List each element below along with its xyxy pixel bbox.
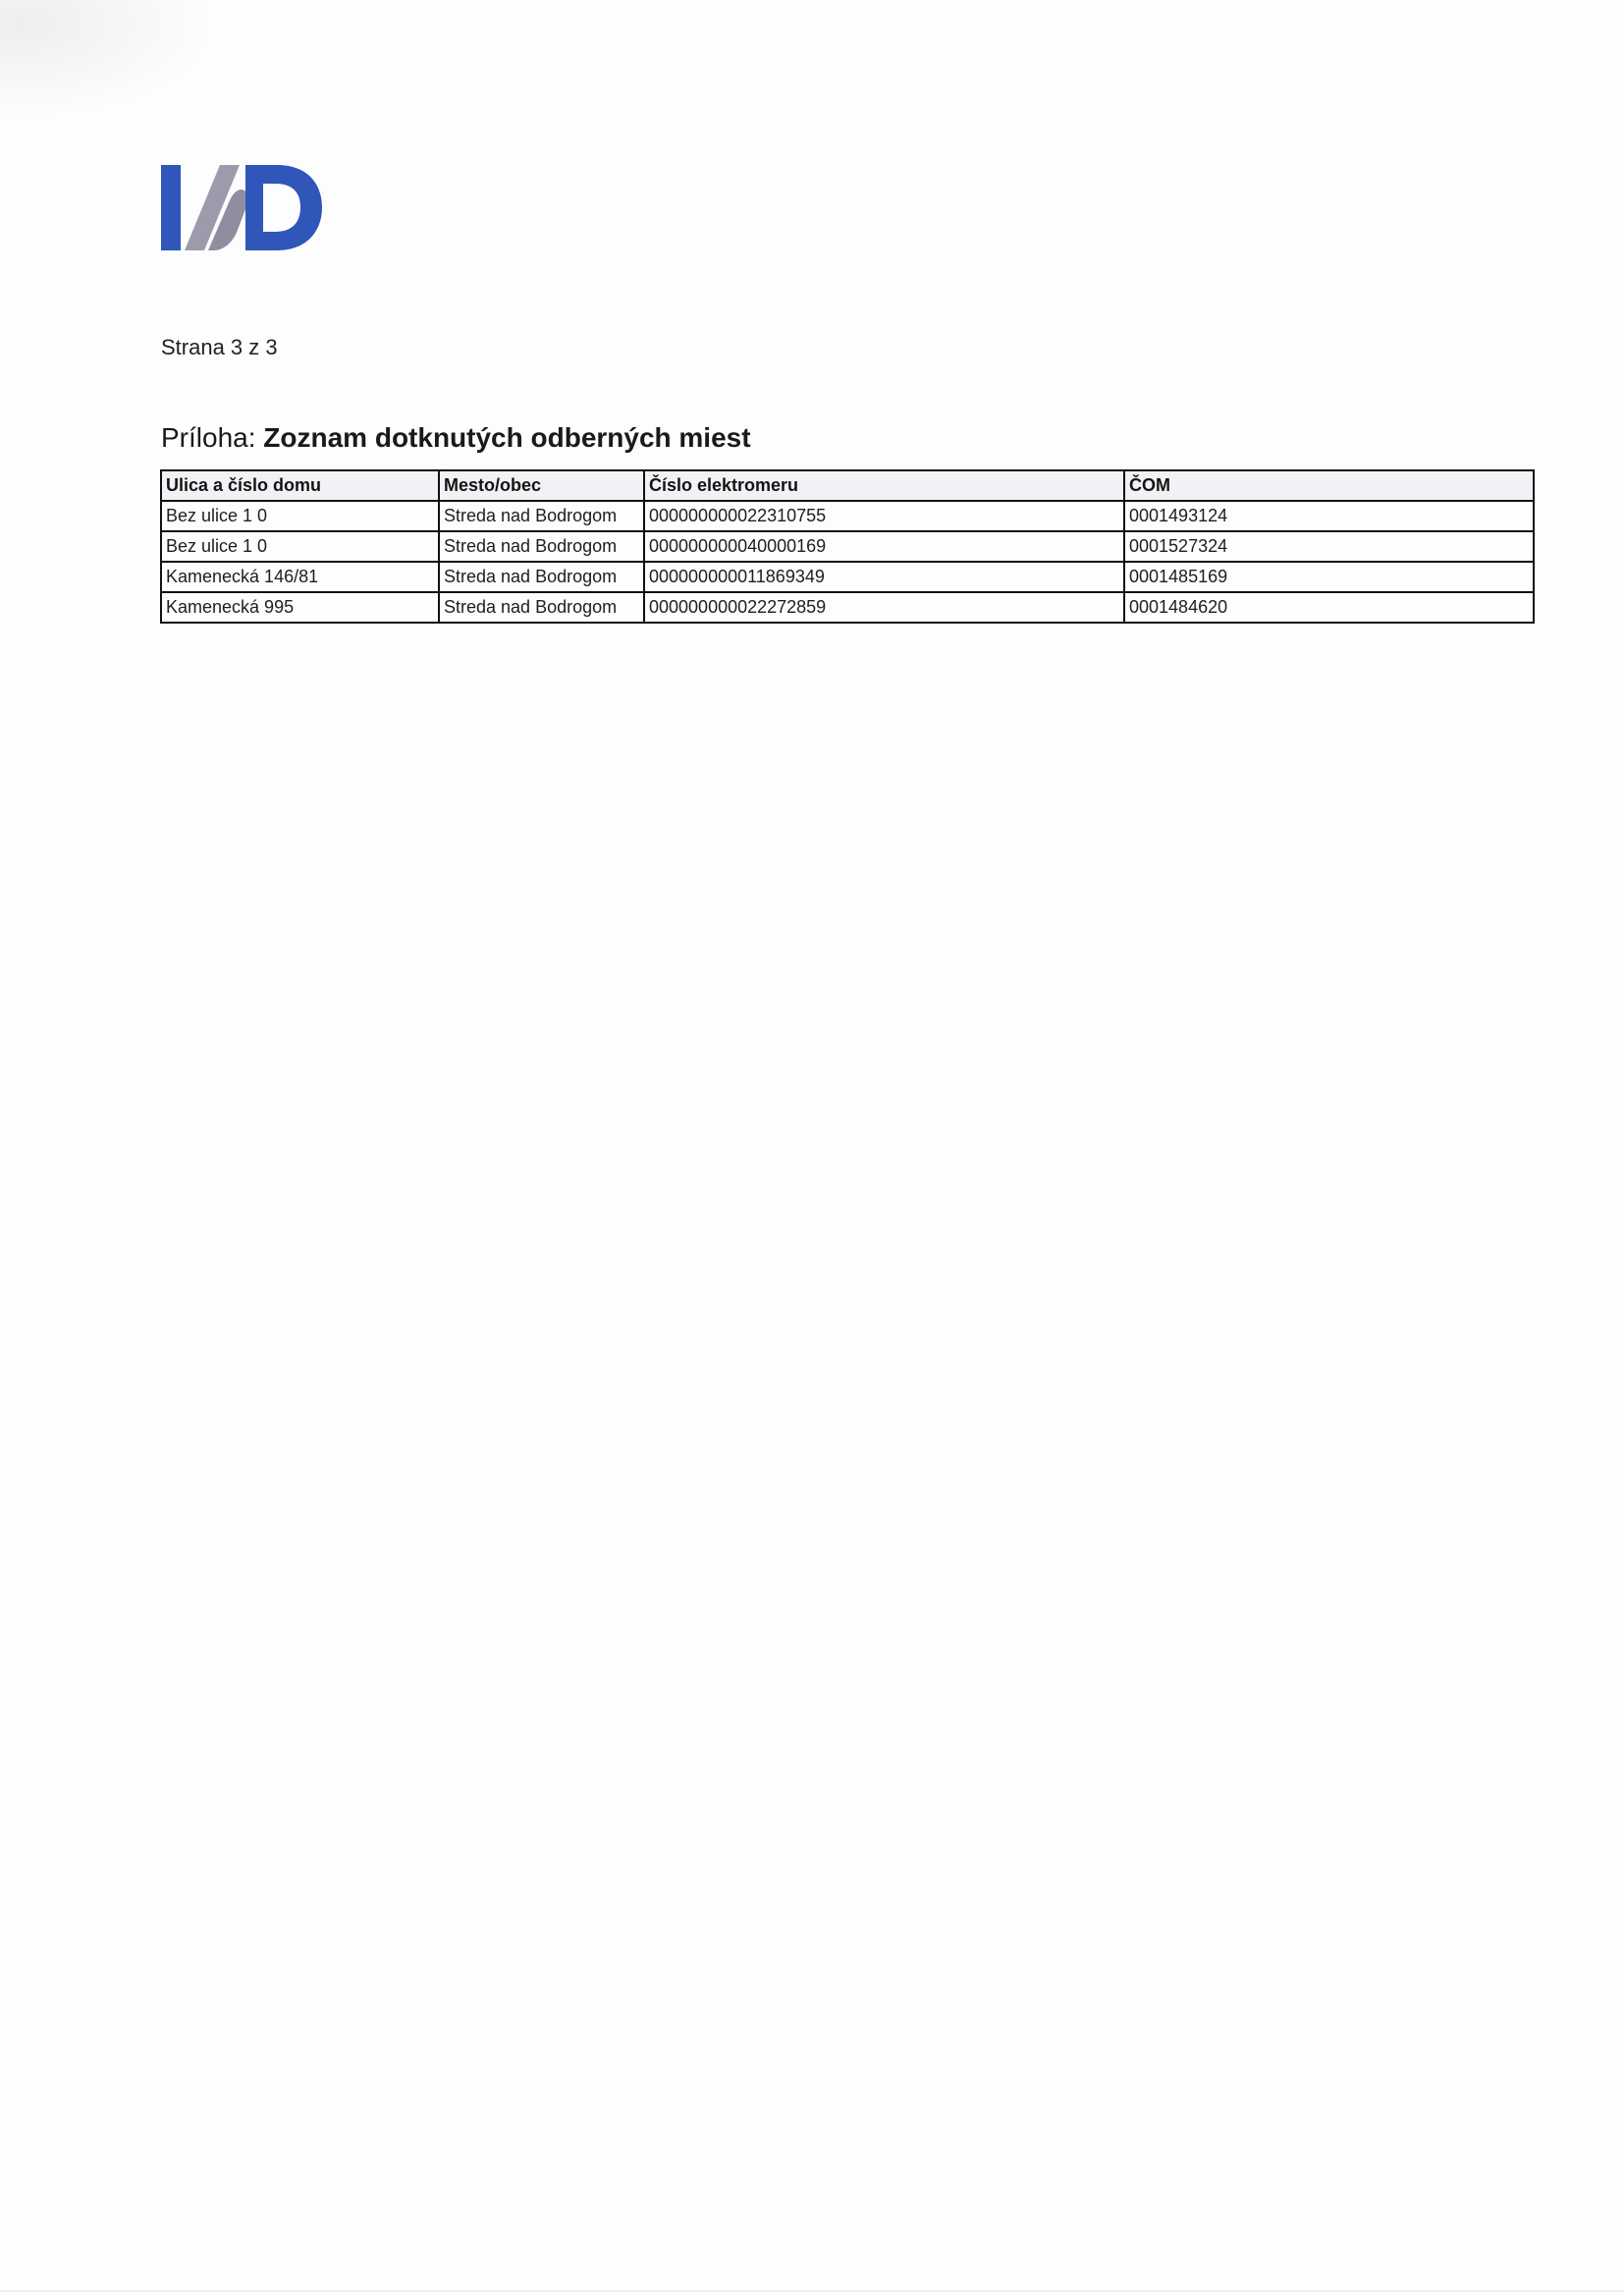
cell-street: Kamenecká 146/81 [161,562,439,592]
header-city: Mesto/obec [439,470,644,501]
header-street: Ulica a číslo domu [161,470,439,501]
cell-street: Bez ulice 1 0 [161,501,439,531]
table-header-row [161,470,1534,501]
affected-sites-table [160,469,1535,624]
cell-com: 0001485169 [1124,562,1534,592]
table-row [161,592,1534,623]
table-row [161,562,1534,592]
cell-com: 0001527324 [1124,531,1534,562]
header-meter: Číslo elektromeru [644,470,1124,501]
cell-meter: 000000000040000169 [644,531,1124,562]
cell-city: Streda nad Bodrogom [439,592,644,623]
vsd-logo-icon [161,161,323,254]
cell-city: Streda nad Bodrogom [439,501,644,531]
attachment-heading: Zoznam dotknutých odberných miest [263,422,751,453]
cell-street: Kamenecká 995 [161,592,439,623]
scan-smudge [0,0,216,118]
cell-meter: 000000000022272859 [644,592,1124,623]
table-row [161,531,1534,562]
cell-meter: 000000000011869349 [644,562,1124,592]
cell-com: 0001484620 [1124,592,1534,623]
cell-city: Streda nad Bodrogom [439,562,644,592]
cell-city: Streda nad Bodrogom [439,531,644,562]
scan-bottom-edge [0,2290,1624,2292]
cell-meter: 000000000022310755 [644,501,1124,531]
header-com: ČOM [1124,470,1534,501]
cell-street: Bez ulice 1 0 [161,531,439,562]
cell-com: 0001493124 [1124,501,1534,531]
table-row [161,501,1534,531]
attachment-title [161,422,751,454]
attachment-prefix: Príloha: [161,422,264,453]
logo-d-shape [245,165,322,250]
logo-v-bar [161,165,181,250]
page-counter: Strana 3 z 3 [161,335,278,359]
